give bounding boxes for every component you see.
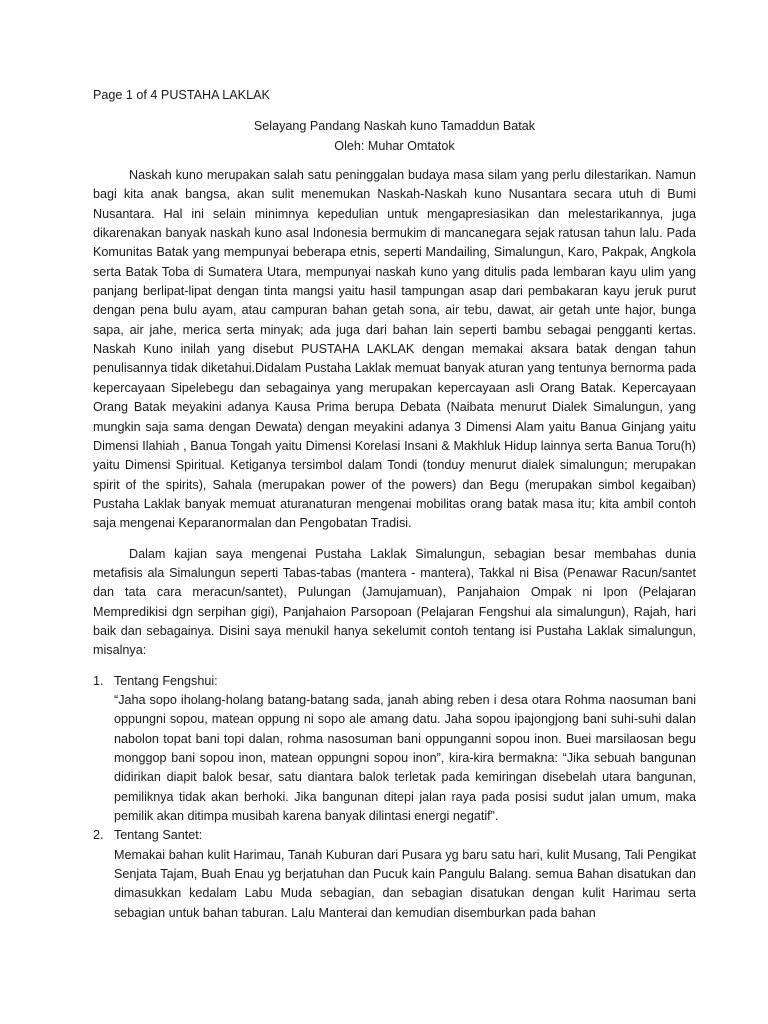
paragraph-kajian: Dalam kajian saya mengenai Pustaha Laklak Simalungun, sebagian besar membahas dunia metafisis ala Simalungun seperti Tabas-tabas (mantera - mantera), Takkal ni Bisa (Penawar Racun/santet dan tata cara meracun/santet), Pulungan (Jamujamuan), Panjahaion Ompak ni Ipon (Pelajaran Mempredikisi dgn serpihan gigi), Panjahaion Parsopoan (Pelajaran Fengshui ala simalungun), Rajah, hari baik dan sebagainya. Disini saya menukil hanya sekelumit contoh tentang isi Pustaha Laklak simalungun, misalnya: — [93, 546, 696, 658]
list-item — [93, 826, 696, 923]
paragraph-intro: Naskah kuno merupakan salah satu peninggalan budaya masa silam yang perlu dilestarikan. Namun bagi kita anak bangsa, akan sulit menemukan Naskah-Naskah kuno Nusantara secara utuh di Bumi Nusantara. Hal ini selain minimnya kepedulian untuk mengapresiasikan dan melestarikannya, juga dikarenakan banyak naskah kuno asal Indonesia bermukim di mancanegara sejak ratusan tahun lalu. Pada Komunitas Batak yang mempunyai beberapa etnis, seperti Mandailing, Simalungun, Karo, Pakpak, Angkola serta Batak Toba di Sumatera Utara, mempunyai naskah kuno yang ditulis pada lembaran kayu ulim yang panjang berlipat-lipat dengan tinta mangsi yaitu hasil tampungan asap dari pembakaran kayu jeruk purut dengan pena bulu ayam, atau campuran bahan getah sona, air tebu, dawat, air getah unte hajor, bunga sapa, air jahe, merica serta minyak; ada juga dari bahan lain seperti bambu sebagai pengganti kertas. Naskah Kuno inilah yang disebut PUSTAHA LAKLAK dengan memakai aksara batak dengan tahun penulisannya tidak diketahui.Didalam Pustaha Laklak memuat banyak aturan yang tentunya bernorma pada kepercayaan Sipelebegu dan sebagainya yang merupakan kepercayaan asli Orang Batak. Kepercayaan Orang Batak meyakini adanya Kausa Prima berupa Debata (Naibata menurut Dialek Simalungun, yang mungkin saja sama dengan Dewata) dengan meyakini adanya 3 Dimensi Alam yaitu Banua Ginjang yaitu Dimensi Ilahiah , Banua Tongah yaitu Dimensi Korelasi Insani & Makhluk Hidup lainnya serta Banua Toru(h) yaitu Dimensi Spiritual. Ketiganya tersimbol dalam Tondi (tonduy menurut dialek simalungun; merupakan spirit of the spirits), Sahala (merupakan power of the powers) dan Begu (merupakan simbol kegaiban) Pustaha Laklak banyak memuat aturanaturan mengenai mobilitas orang batak masa itu; kita ambil contoh saja mengenai Keparanormalan dan Pengobatan Tradisi. — [93, 168, 696, 531]
list-item-number: 2. — [93, 828, 104, 843]
document-title: Selayang Pandang Naskah kuno Tamaddun Batak — [253, 119, 536, 134]
list-item-number: 1. — [93, 673, 104, 688]
example-list — [93, 672, 696, 923]
page-header: Page 1 of 4 PUSTAHA LAKLAK — [93, 88, 270, 102]
list-item-text: Memakai bahan kulit Harimau, Tanah Kuburan dari Pusara yg baru satu hari, kulit Musang, Tali Pengikat Senjata Tajam, Buah Enau yg berjatuhan dan Pucuk kain Pangulu Balang. semua Bahan disatukan dan dimasukkan kedalam Labu Muda sebagian, dan sebagian disatukan dengan kulit Harimau serta sebagian untuk bahan taburan. Lalu Manterai dan kemudian disemburkan pada bahan — [114, 847, 696, 920]
document-page — [93, 86, 696, 923]
document-author: Oleh: Muhar Omtatok — [334, 138, 455, 153]
list-item-text: “Jaha sopo iholang-holang batang-batang sada, janah abing reben i desa otara Rohma naosuman bani oppungni sopou, matean oppung ni sopo ale amang datu. Jaha sopou ipajongjong bani suhi-suhi dalan nabolon topat bani topi dalan, rohma nasosuman bani oppunganni sopou inon. Buei marsilaosan begu monggop bani sopou inon, matean oppungni sopou inon”, kira-kira bermakna: “Jika sebuah bangunan didirikan diapit balok besar, satu diantara balok terletak pada kemiringan disebelah utara bangunan, pemiliknya tidak akan berhoki. Jika bangunan ditepi jalan raya pada posisi sudut jalan umum, maka pemilik akan ditimpa musibah karena banyak dilintasi energi negatif”. — [114, 692, 696, 824]
list-item-heading: Tentang Santet: — [114, 828, 203, 843]
list-item — [93, 672, 696, 827]
list-item-heading: Tentang Fengshui: — [114, 673, 218, 688]
